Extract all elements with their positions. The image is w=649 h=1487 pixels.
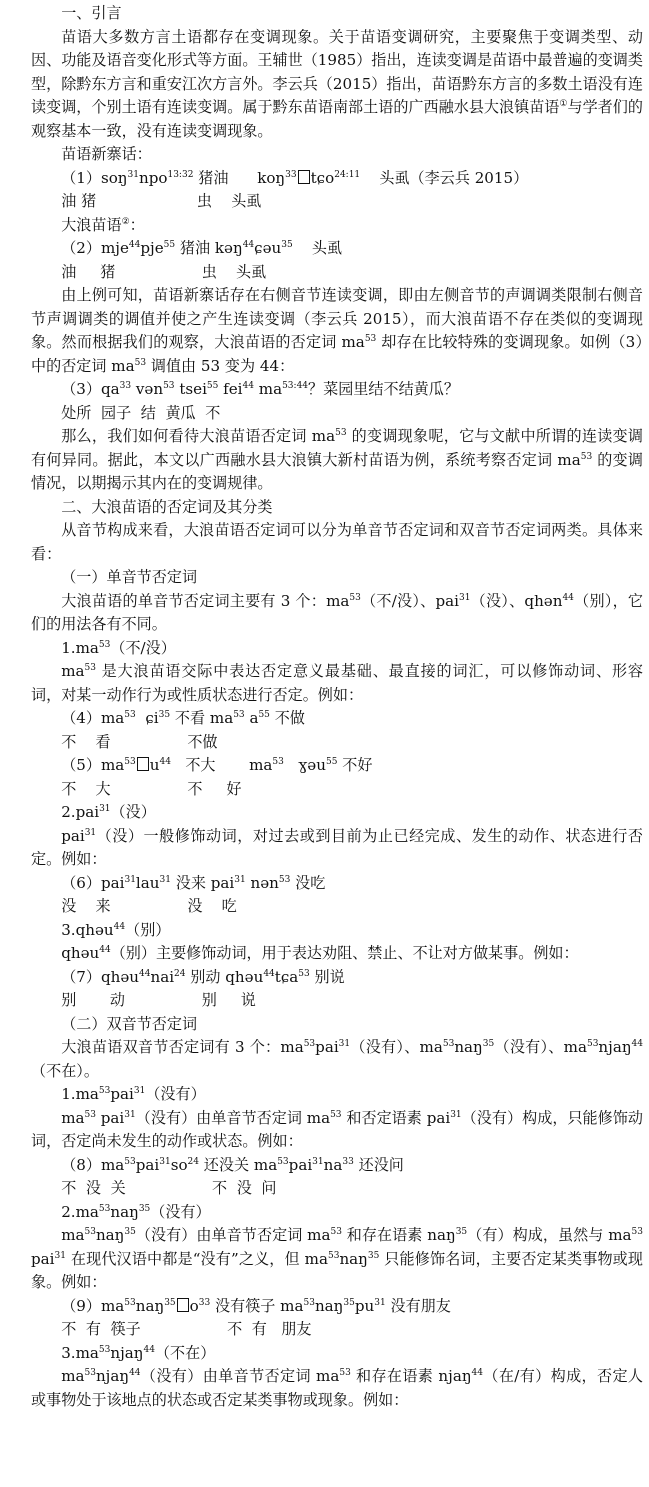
body-paragraph: 大浪苗语双音节否定词有 3 个：$ma^{53}pai^{31}$（没有）、$ma^{53}naŋ^{35}$（没有）、$ma^{53}njaŋ^{44}$（不在）。 [31,1038,643,1080]
body-paragraph: pai$^{31}$（没）一般修饰动词，对过去或到目前为止已经完成、发生的动作、状态进行否定。例如： [31,826,643,868]
body-paragraph: $ma^{53}$ pai$^{31}$（没有）由单音节否定词 $ma^{53}$ 和否定语素 pai$^{31}$（没有）构成，只能修饰动词，否定尚未发生的动作或状态。例如： [31,1108,643,1150]
gloss-line: 油 猪 虫 头虱 [61,192,262,210]
gloss-line: 不 有 筷子 不 有 朋友 [61,1320,312,1338]
example-line: （2）mje$^{44}$pje$^{55}$ 猪油 kəŋ$^{44}$ɕəu$^{35}$ 头虱 [61,239,343,257]
section-heading: $2.ma^{53}naŋ^{35}$（没有） [61,1202,211,1221]
body-paragraph: $ma^{53}$ 是大浪苗语交际中表达否定意义最基础、最直接的词汇，可以修饰动词、形容词，对某一动作行为或性质状态进行否定。例如： [31,662,643,704]
body-paragraph: 大浪苗语的单音节否定词主要有 3 个：$ma^{53}$（不/没）、pai$^{31}$（没）、qhən$^{44}$（别），它们的用法各有不同。 [31,591,643,633]
body-paragraph: $ma^{53}njaŋ^{44}$（没有）由单音节否定词 $ma^{53}$ 和存在语素 njaŋ$^{44}$（在/有）构成，否定人或事物处于该地点的状态或否定某类事物或现象。例如： [31,1367,643,1409]
section-heading: 大浪苗语②： [61,215,145,234]
gloss-line: 不 看 不做 [61,732,218,751]
gloss-line: 不 没 关 不 没 问 [61,1179,277,1197]
body-paragraph: 苗语大多数方言土语都存在变调现象。关于苗语变调研究，主要聚焦于变调类型、动因、功能及语音变化形式等方面。王辅世（1985）指出，连读变调是苗语中最普遍的变调类型，除黔东方言和重安江次方言外。李云兵（2015）指出，苗语黔东方言的多数土语没有连读变调，个别土语有连读变调。属于黔东苗语南部土语的广西融水县大浪镇苗语①与学者们的观察基本一致，没有连读变调现象。 [31,27,643,140]
section-heading: （一）单音节否定词 [61,568,198,586]
gloss-line: 处所 园子 结 黄瓜 不 [61,403,221,422]
body-paragraph: 那么，我们如何看待大浪苗语否定词 $ma^{53}$ 的变调现象呢，它与文献中所谓的连读变调有何异同。据此，本文以广西融水县大浪镇大新村苗语为例，系统考察否定词 $ma^{53}$ 的变调情况，以期揭示其内在的变调规律。 [31,427,643,492]
gloss-line: 油 猪 虫 头虱 [61,262,267,281]
gloss-line: 没 来 没 吃 [61,897,237,915]
example-line: （6）pai$^{31}$lau$^{31}$ 没来 pai$^{31}$ nən$^{53}$ 没吃 [61,873,326,892]
example-line: $(3)qa^{33}$ vən$^{53}$ tsei$^{55}$ fei$^{44}$ $ma^{53:44}$？菜园里结不结黄瓜？ [61,380,459,398]
gloss-line: 不 大 不 好 [61,779,242,798]
example-line: （7）qhəu$^{44}$nai$^{24}$ 别动 qhəu$^{44}$tɕa$^{53}$ 别说 [61,967,345,986]
section-heading: $1.ma^{53}pai^{31}$（没有） [61,1085,206,1103]
section-heading: 3.qhəu$^{44}$（别） [61,920,171,939]
body-paragraph: 从音节构成来看，大浪苗语否定词可以分为单音节否定词和双音节否定词两类。具体来看： [31,521,643,563]
section-heading: （二）双音节否定词 [61,1014,198,1033]
section-heading: $3.ma^{53}njaŋ^{44}$（不在） [61,1343,216,1362]
example-line: $(9)ma^{53}naŋ^{35}$ $o^{33}$ 没有筷子 $ma^{53}naŋ^{35}pu^{31}$ 没有朋友 [61,1296,451,1315]
example-line: $(8)ma^{53}pai^{31}so^{24}$ 还没关 $ma^{53}pai^{31}na^{33}$ 还没问 [61,1155,404,1174]
example-line: （1）soŋ$^{31}$npo$^{13:32}$ 猪油 koŋ$^{33}$ tɕo$^{24:11}$ 头虱（李云兵 2015） [61,168,529,187]
body-paragraph: qhəu$^{44}$（别）主要修饰动词，用于表达劝阻、禁止、不让对方做某事。例如： [61,944,579,962]
section-heading: 苗语新寨话： [61,145,152,163]
example-line: $(5)ma^{53}$ $u^{44}$ 不大 $ma^{53}$ ɣəu$^{55}$ 不好 [61,756,373,774]
example-line: $(4)ma^{53}$ ɕi$^{35}$ 不看 $ma^{53}$ $a^{55}$ 不做 [61,709,305,727]
body-paragraph: 由上例可知，苗语新寨话存在右侧音节连读变调，即由左侧音节的声调调类限制右侧音节声调调类的调值并使之产生连读变调（李云兵 2015），而大浪苗语不存在类似的变调现象。然而根据我们的观察，大浪苗语的否定词 $ma^{53}$ 却存在比较特殊的变调现象。如例（3）中的否定词 $ma^{53}$ 调值由 53 变为 44： [31,286,643,375]
section-heading: 一、引言 [61,4,122,22]
gloss-line: 别 动 别 说 [61,991,256,1009]
section-heading: $1.ma^{53}$（不/没） [61,638,176,657]
body-paragraph: $ma^{53}naŋ^{35}$（没有）由单音节否定词 $ma^{53}$ 和存在语素 naŋ$^{35}$（有）构成，虽然与 $ma^{53}$ pai$^{31}$ 在现代汉语中都是“没有”之义，但 $ma^{53}naŋ^{35}$ 只能修饰名词，主要否定某类事物或现象。例如： [31,1226,643,1291]
section-heading: 二、大浪苗语的否定词及其分类 [61,497,273,516]
section-heading: 2.pai$^{31}$（没） [61,803,156,821]
